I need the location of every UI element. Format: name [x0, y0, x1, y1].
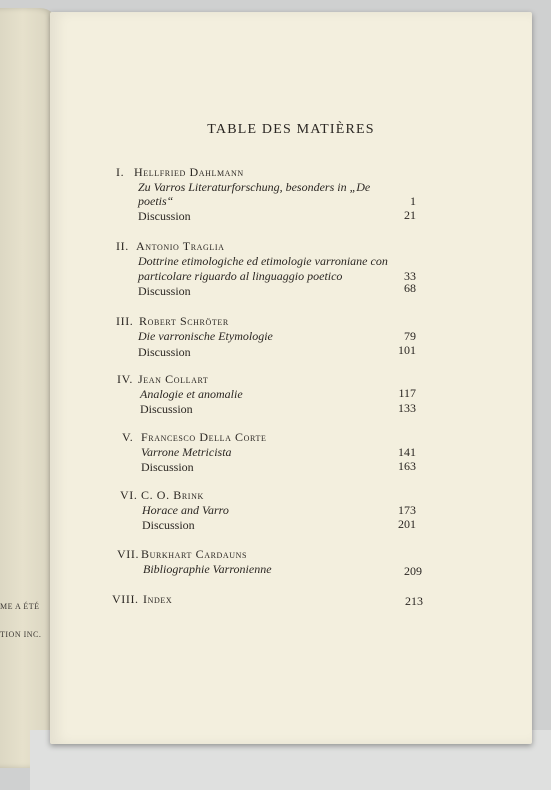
left-edge-text-1: ME A ÉTÉ [0, 602, 40, 611]
right-page [50, 12, 532, 744]
entry-numeral: V. [122, 430, 134, 444]
entry-work-line1: Bibliographie Varronienne [143, 562, 272, 576]
entry-numeral: I. [116, 165, 125, 179]
entry-author-page: 213 [405, 594, 423, 608]
entry-work-line2: particolare riguardo al linguaggio poetico [138, 269, 343, 283]
entry-discussion: Discussion [138, 345, 191, 359]
entry-work-line1: Analogie et anomalie [140, 387, 243, 401]
entry-work-page: 141 [398, 445, 416, 459]
entry-work-line1: Die varronische Etymologie [138, 329, 273, 343]
entry-numeral: VII. [117, 547, 140, 561]
entry-discussion-page: 163 [398, 459, 416, 473]
entry-numeral: II. [116, 239, 129, 253]
entry-work-page: 173 [398, 503, 416, 517]
entry-work-line2: poetis“ [138, 194, 174, 208]
entry-discussion: Discussion [138, 209, 191, 223]
entry-author: Burkhart Cardauns [141, 547, 248, 561]
entry-author: Jean Collart [138, 372, 209, 386]
entry-numeral: IV. [117, 372, 133, 386]
entry-discussion-page: 68 [404, 281, 416, 295]
entry-discussion-page: 201 [398, 517, 416, 531]
entry-author: Robert Schröter [139, 314, 229, 328]
entry-discussion: Discussion [138, 284, 191, 298]
entry-author: Hellfried Dahlmann [134, 165, 244, 179]
entry-work-page: 1 [410, 194, 416, 208]
entry-author: Francesco Della Corte [141, 430, 267, 444]
entry-discussion-page: 21 [404, 208, 416, 222]
entry-discussion-page: 133 [398, 401, 416, 415]
entry-work-line1: Varrone Metricista [141, 445, 232, 459]
entry-work-line1: Horace and Varro [142, 503, 229, 517]
entry-numeral: VIII. [112, 592, 139, 606]
entry-work-page: 79 [404, 329, 416, 343]
entry-author: Antonio Traglia [136, 239, 225, 253]
entry-numeral: VI. [120, 488, 138, 502]
entry-work-line1: Dottrine etimologiche ed etimologie varroniane con [138, 254, 388, 268]
page-title: TABLE DES MATIÈRES [207, 122, 375, 137]
entry-work-page: 117 [398, 386, 416, 400]
entry-author: C. O. Brink [141, 488, 204, 502]
entry-work-page: 33 [404, 269, 416, 283]
entry-work-line1: Zu Varros Literaturforschung, besonders in „De [138, 180, 371, 194]
entry-discussion: Discussion [142, 518, 195, 532]
entry-discussion: Discussion [140, 402, 193, 416]
entry-discussion-page: 101 [398, 343, 416, 357]
entry-author: Index [143, 592, 173, 606]
entry-work-page: 209 [404, 564, 422, 578]
left-edge-text-2: TION INC. [0, 630, 42, 639]
entry-numeral: III. [116, 314, 134, 328]
entry-discussion: Discussion [141, 460, 194, 474]
